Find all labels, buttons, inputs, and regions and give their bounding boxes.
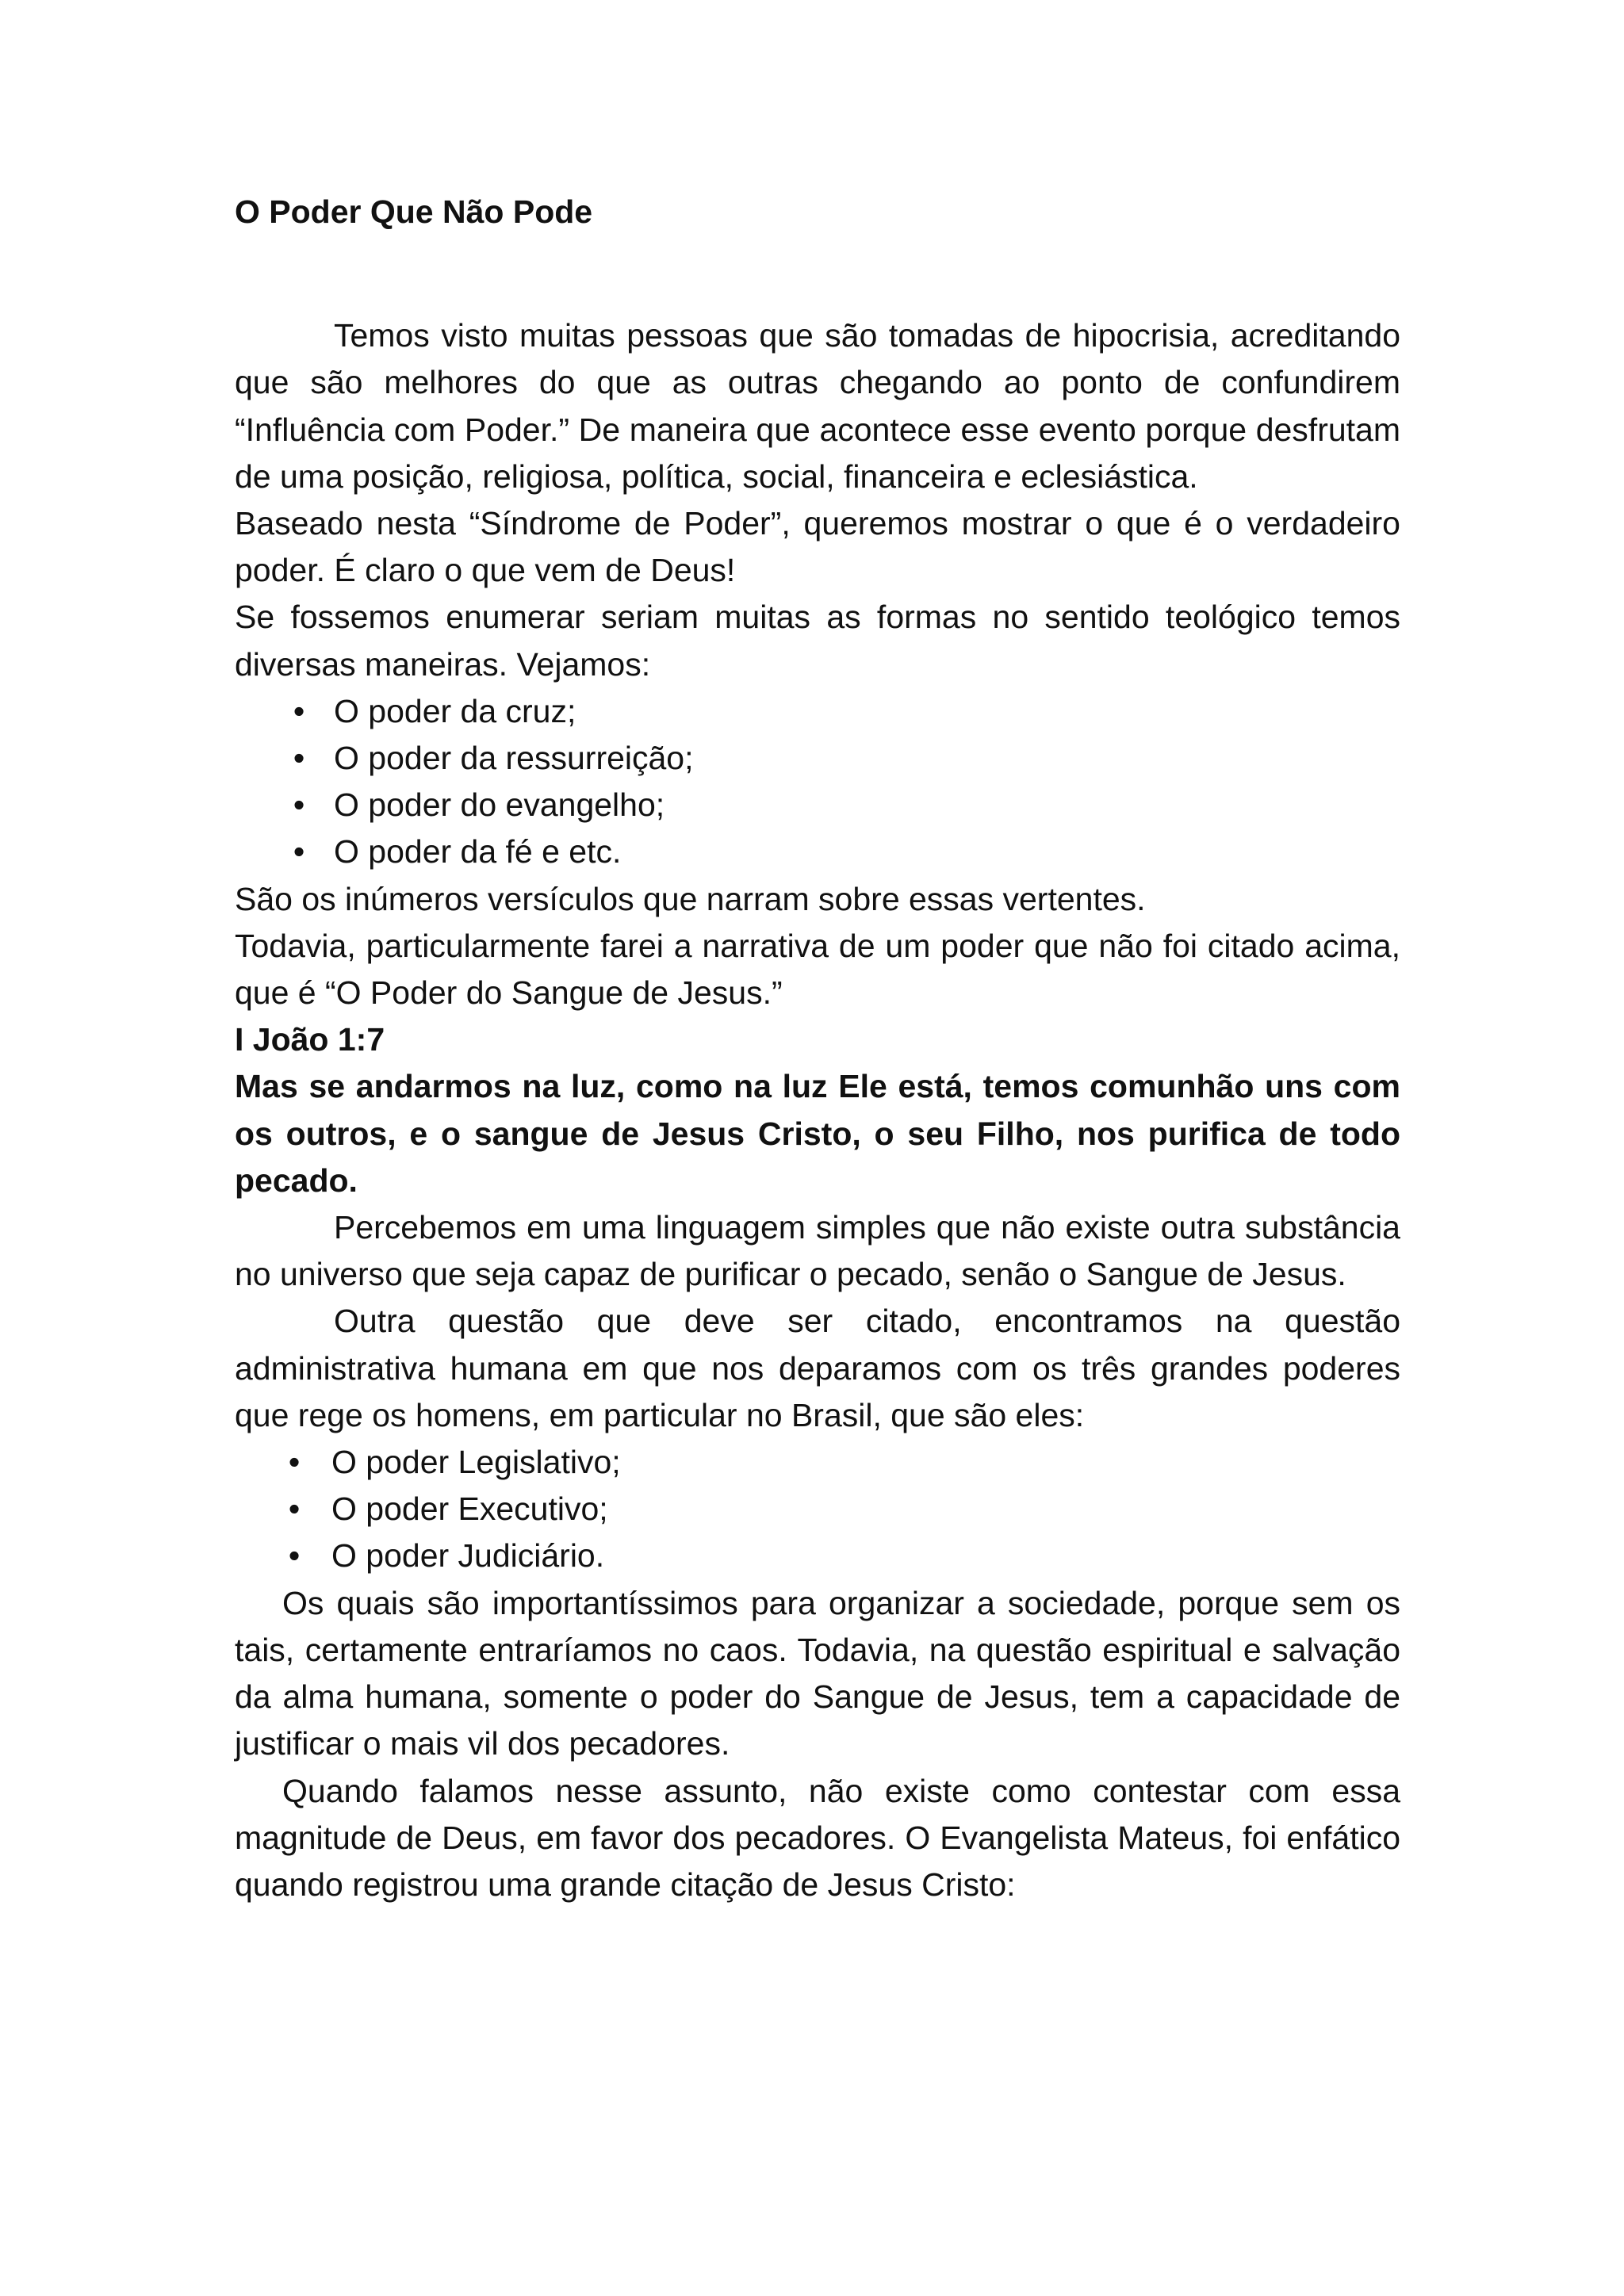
bullet-list-branches [235, 1439, 1400, 1580]
list-item: • O poder do evangelho; [235, 782, 1400, 828]
paragraph-narrative: Todavia, particularmente farei a narrativa de um poder que não foi citado acima, que é “O Poder do Sangue de Jesus.” [235, 927, 1400, 1012]
list-item: • O poder Executivo; [235, 1486, 1400, 1533]
paragraph-importance: Os quais são importantíssimos para organizar a sociedade, porque sem os tais, certamente entraríamos no caos. Todavia, na questão espiritual e salvação da alma humana, somente o poder do Sangue de Jesus, tem a capacidade de justificar o mais vil dos pecadores. [235, 1584, 1400, 1762]
verse-reference: I João 1:7 [235, 1021, 385, 1058]
paragraph-conclusion: Quando falamos nesse assunto, não existe como contestar com essa magnitude de Deus, em favor dos pecadores. O Evangelista Mateus, foi enfático quando registrou uma grande citação de Jesus Cristo: [235, 1772, 1400, 1903]
document-body [235, 189, 1400, 1908]
paragraph-administrative: Outra questão que deve ser citado, encontramos na questão administrativa humana em que nos deparamos com os três grandes poderes que rege os homens, em particular no Brasil, que são eles: [235, 1303, 1400, 1433]
list-item: • O poder Judiciário. [235, 1533, 1400, 1579]
bullet-icon: • [288, 1537, 301, 1575]
paragraph-syndrome: Baseado nesta “Síndrome de Poder”, queremos mostrar o que é o verdadeiro poder. É claro o que vem de Deus! [235, 505, 1400, 589]
document-title: O Poder Que Não Pode [235, 193, 593, 230]
bullet-icon: • [288, 1444, 301, 1481]
bullet-list-powers [235, 688, 1400, 876]
bullet-icon: • [293, 786, 305, 824]
paragraph-enumerate: Se fossemos enumerar seriam muitas as formas no sentido teológico temos diversas maneiras. Vejamos: [235, 599, 1400, 683]
bullet-icon: • [288, 1490, 301, 1528]
bullet-icon: • [293, 833, 305, 871]
list-item: • O poder da cruz; [235, 688, 1400, 735]
bullet-icon: • [293, 692, 305, 729]
paragraph-intro: Temos visto muitas pessoas que são tomadas de hipocrisia, acreditando que são melhores do que as outras chegando ao ponto de confundirem “Influência com Poder.” De maneira que acontece esse evento porque desfrutam de uma posição, religiosa, política, social, financeira e eclesiástica. [235, 317, 1400, 495]
bullet-icon: • [293, 740, 305, 777]
list-item: • O poder da fé e etc. [235, 828, 1400, 875]
verse-text: Mas se andarmos na luz, como na luz Ele está, temos comunhão uns com os outros, e o sangue de Jesus Cristo, o seu Filho, nos purifica de todo pecado. [235, 1068, 1400, 1199]
list-item: • O poder da ressurreição; [235, 735, 1400, 782]
list-item: • O poder Legislativo; [235, 1439, 1400, 1486]
paragraph-verses: São os inúmeros versículos que narram sobre essas vertentes. [235, 880, 1146, 917]
paragraph-perceive: Percebemos em uma linguagem simples que não existe outra substância no universo que seja capaz de purificar o pecado, senão o Sangue de Jesus. [235, 1209, 1400, 1293]
